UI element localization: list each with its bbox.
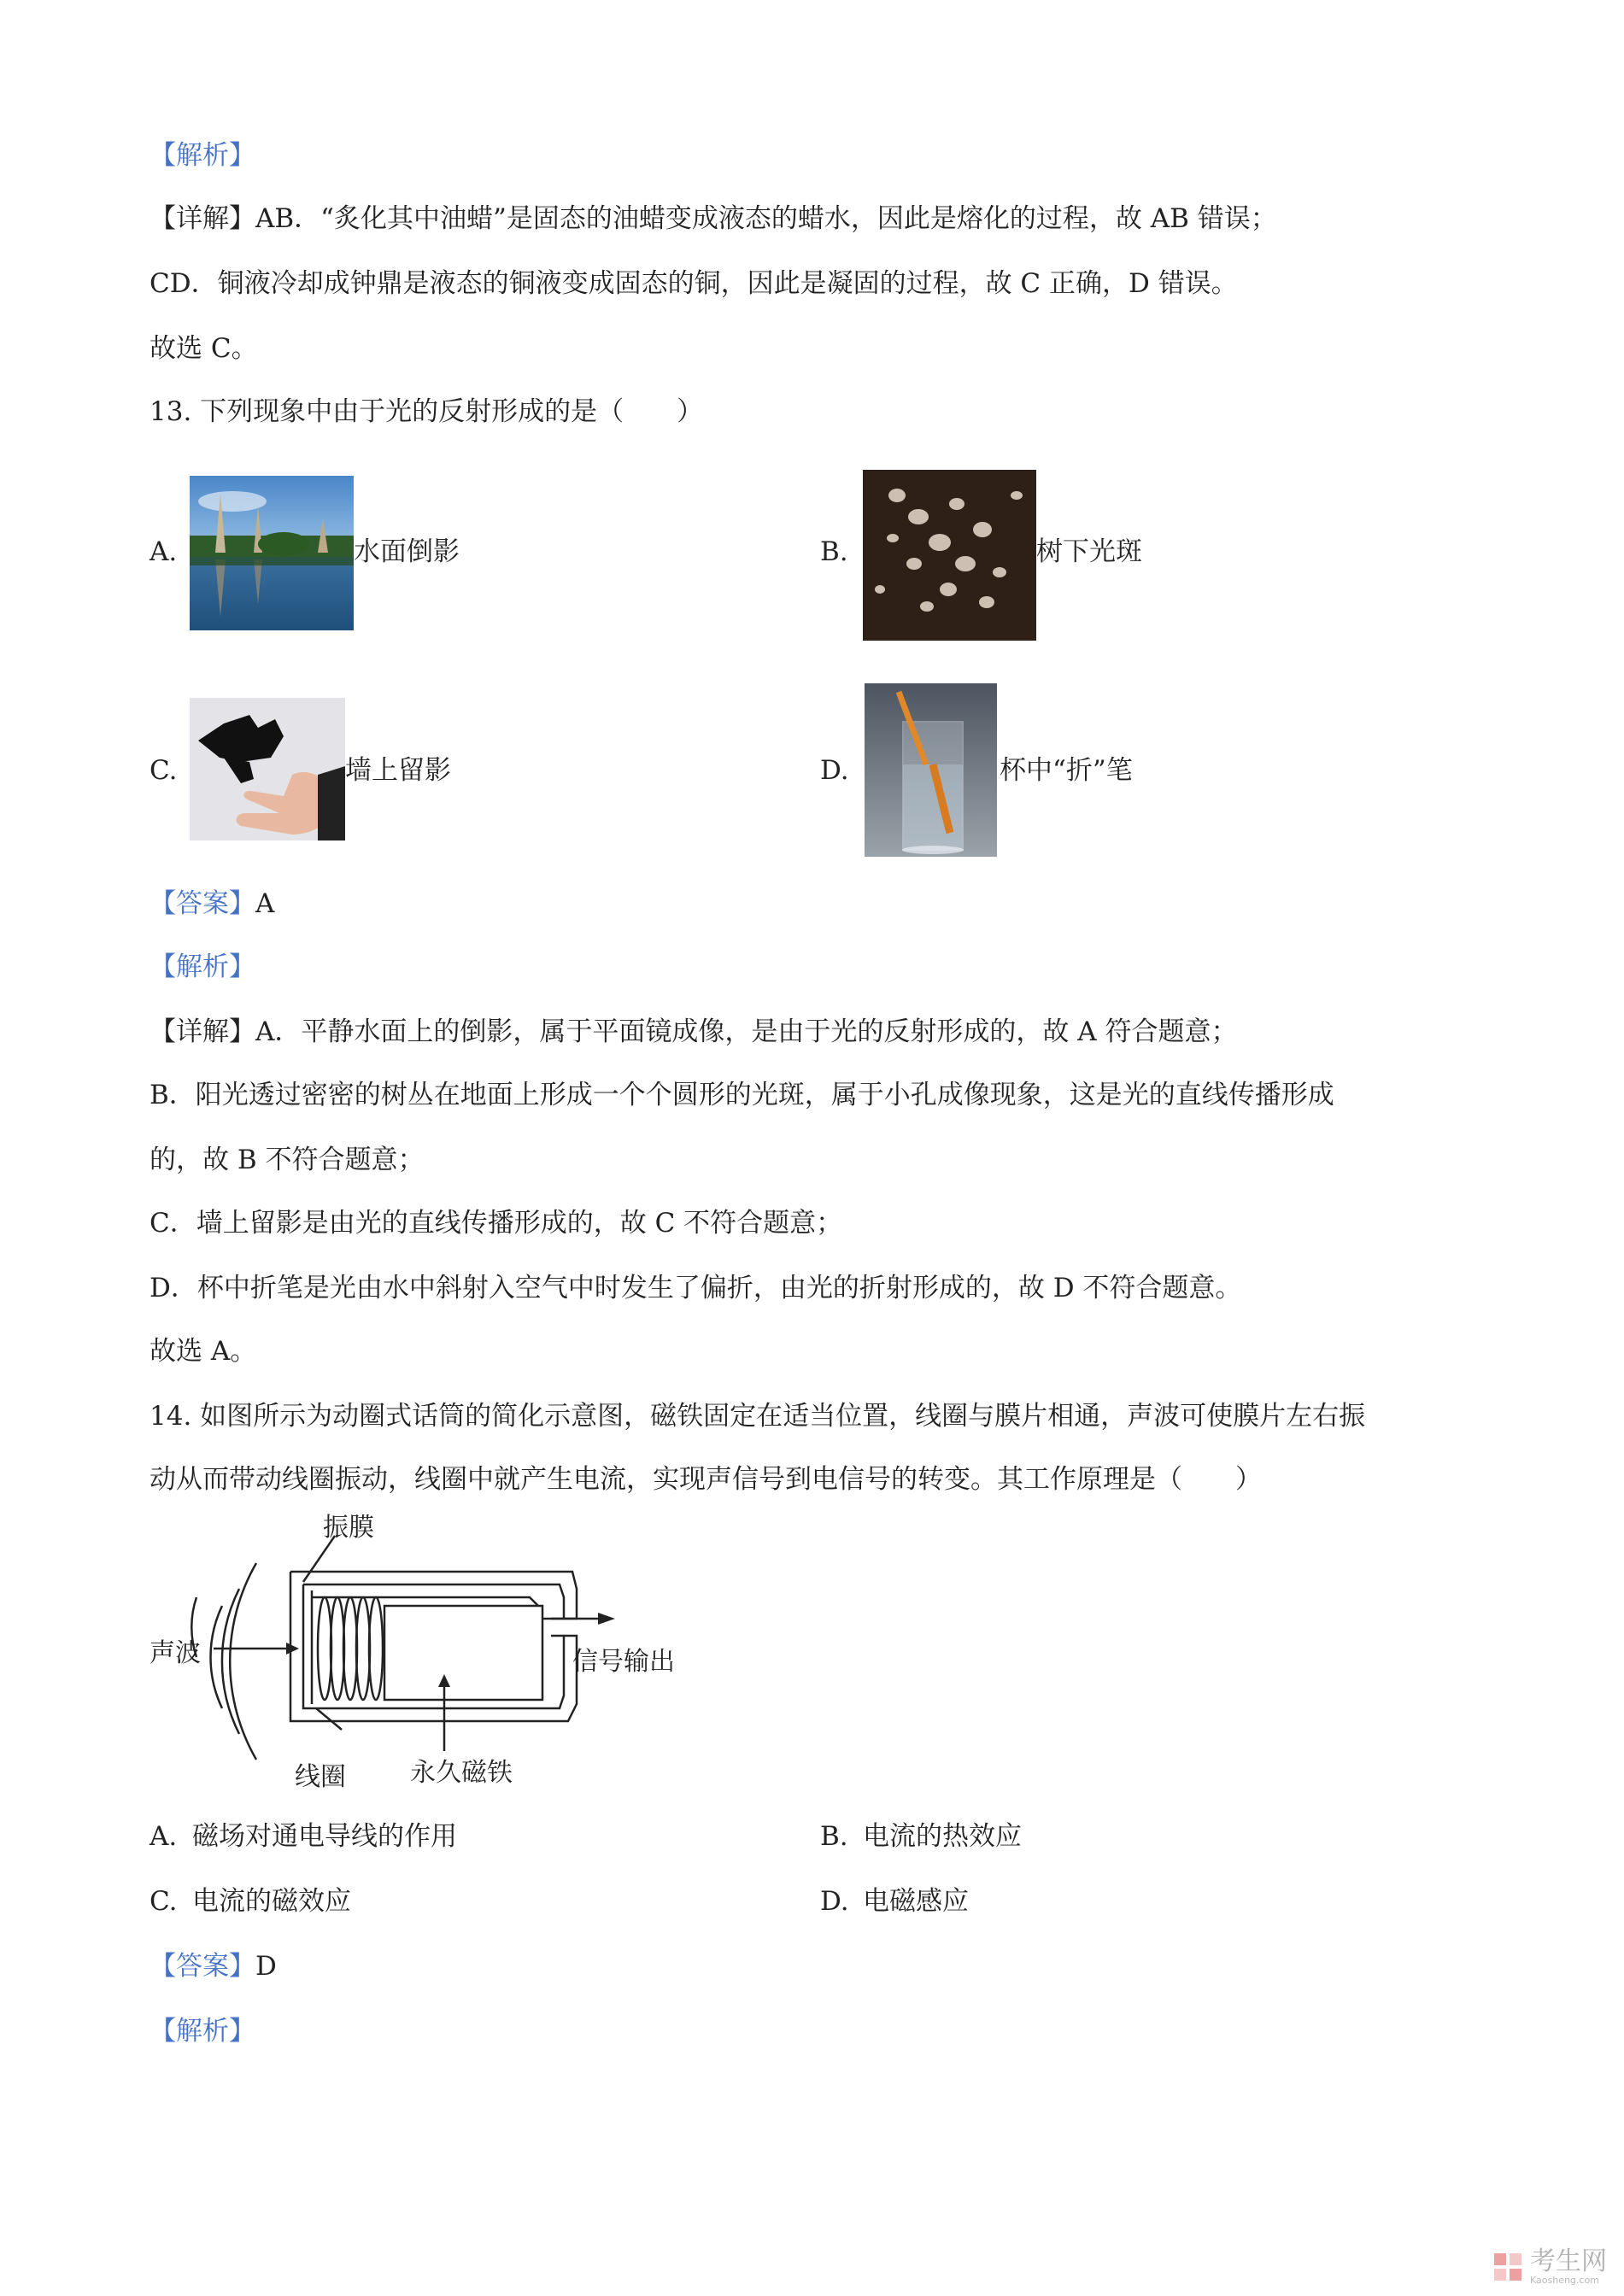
detail-line: C．墙上留影是由光的直线传播形成的，故 C 不符合题意；: [150, 1208, 843, 1239]
option-text: 树下光斑: [1036, 536, 1142, 567]
sound-wave-arc: [210, 1606, 222, 1708]
option-letter: D.: [820, 1886, 849, 1917]
hand-shadow-photo: [190, 698, 345, 840]
detail-line: D．杯中折笔是光由水中斜射入空气中时发生了偏折，由光的折射形成的，故 D 不符合题意。: [150, 1273, 1242, 1303]
watermark-domain: Kaosheng.com: [1530, 2275, 1599, 2286]
analysis-heading: [150, 2014, 255, 2048]
option-letter: D.: [820, 755, 849, 786]
answer-line: [150, 887, 274, 921]
detail-line: [150, 202, 1277, 236]
option-letter: A.: [150, 1821, 178, 1852]
option-text: 电磁感应: [863, 1886, 969, 1917]
option-text: 电流的磁效应: [192, 1886, 351, 1917]
question-stem: 动从而带动线圈振动，线圈中就产生电流，实现声信号到电信号的转变。其工作原理是（ ）: [150, 1464, 1262, 1495]
option-letter: C.: [150, 1886, 178, 1917]
pencil-in-glass-photo: [865, 683, 997, 857]
watermark-name: 考生网: [1530, 2246, 1607, 2276]
answer-value: D: [255, 1951, 277, 1982]
answer-tag: 【答案】: [150, 1951, 255, 1982]
detail-line: CD．铜液冷却成钟鼎是液态的铜液变成固态的铜，因此是凝固的过程，故 C 正确，D 错误。: [150, 268, 1238, 299]
option-letter: B.: [820, 1821, 848, 1852]
detail-tag: 【详解】: [150, 203, 255, 234]
detail-text: AB．“炙化其中油蜡”是固态的油蜡变成液态的蜡水，因此是熔化的过程，故 AB 错误；: [255, 203, 1277, 234]
analysis-tag: 【解析】: [150, 952, 255, 982]
answer-tag: 【答案】: [150, 888, 255, 919]
light-spots-photo: [863, 470, 1036, 641]
detail-line: 的，故 B 不符合题意；: [150, 1145, 425, 1175]
label-sound-wave: 声波: [150, 1638, 201, 1668]
detail-text: A．平静水面上的倒影，属于平面镜成像，是由于光的反射形成的，故 A 符合题意；: [255, 1016, 1238, 1047]
analysis-heading: [150, 138, 255, 173]
kaosheng-logo-icon: [1492, 2252, 1523, 2282]
conclusion: 故选 A。: [150, 1336, 257, 1367]
option-letter: C.: [150, 755, 178, 786]
moving-coil-microphone-diagram: [137, 1512, 683, 1802]
label-signal-output: 信号输出: [572, 1647, 675, 1677]
watermark-logo: [1492, 2248, 1607, 2286]
analysis-tag: 【解析】: [150, 2016, 255, 2047]
question-stem: 13. 下列现象中由于光的反射形成的是（ ）: [150, 396, 704, 427]
analysis-tag: 【解析】: [150, 140, 255, 171]
label-magnet: 永久磁铁: [410, 1758, 513, 1788]
answer-value: A: [255, 888, 275, 919]
option-letter: A.: [150, 536, 178, 567]
conclusion: 故选 C。: [150, 333, 258, 364]
option-text: 水面倒影: [354, 536, 460, 567]
label-diaphragm: 振膜: [323, 1513, 374, 1543]
option-text: 磁场对通电导线的作用: [192, 1821, 457, 1852]
option-text: 电流的热效应: [863, 1821, 1022, 1852]
pagoda-reflection-photo: [190, 476, 354, 630]
option-text: 杯中“折”笔: [1000, 755, 1133, 786]
label-coil: 线圈: [295, 1762, 346, 1792]
option-text: 墙上留影: [345, 755, 451, 786]
detail-line: [150, 1015, 1237, 1049]
question-stem: 14. 如图所示为动圈式话筒的简化示意图，磁铁固定在适当位置，线圈与膜片相通，声波可使膜片左右振: [150, 1401, 1366, 1432]
answer-line: [150, 1949, 277, 1983]
detail-line: B．阳光透过密密的树丛在地面上形成一个个圆形的光斑，属于小孔成像现象，这是光的直线传播形成: [150, 1080, 1334, 1110]
detail-tag: 【详解】: [150, 1016, 255, 1047]
option-letter: B.: [820, 536, 848, 567]
analysis-heading: [150, 950, 255, 984]
